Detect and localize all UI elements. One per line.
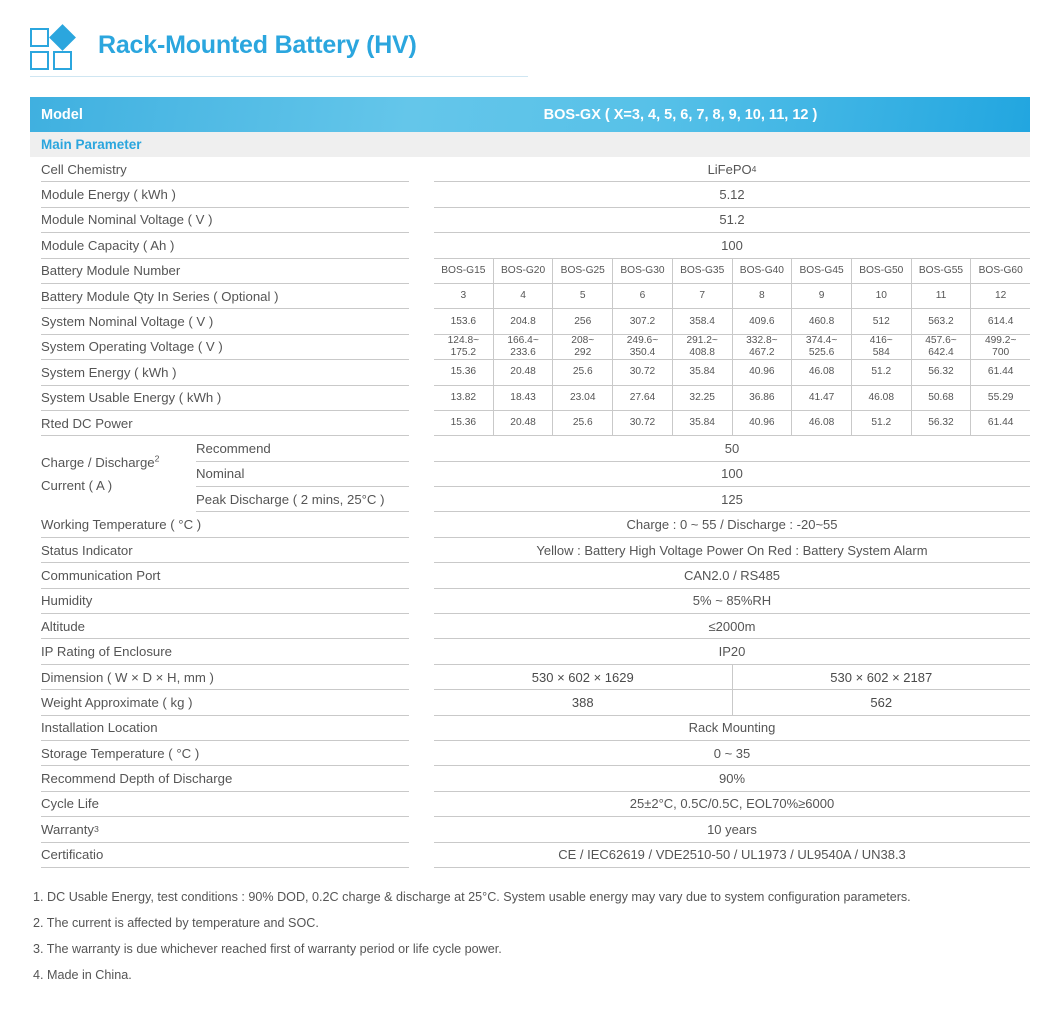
value-line-2: 467.2 — [749, 346, 775, 358]
value-cell: 51.2 — [852, 411, 912, 436]
row-label: Communication Port — [41, 563, 409, 588]
subrow-label: Nominal — [196, 462, 409, 487]
section-title-main-parameter: Main Parameter — [30, 132, 1030, 157]
label-value-gap — [409, 335, 434, 360]
value-cell: 46.08 — [792, 360, 852, 385]
row-value: IP20 — [434, 639, 1030, 664]
table-row — [30, 563, 1030, 588]
value-cell: 512 — [852, 309, 912, 334]
column-header-cell: BOS-G45 — [792, 259, 852, 284]
value-line-2: 233.6 — [510, 346, 536, 358]
value-line-1: 166.4~ — [507, 335, 539, 347]
column-header-cell: BOS-G55 — [912, 259, 972, 284]
value-cell: 25.6 — [553, 411, 613, 436]
table-row — [30, 233, 1030, 258]
row-label: Certificatio — [41, 843, 409, 868]
label-value-gap — [409, 766, 434, 791]
value-strip-split — [434, 665, 1030, 690]
four-squares-diamond-logo-icon — [30, 22, 82, 68]
value-cell: 409.6 — [733, 309, 793, 334]
subrow-value: 50 — [434, 436, 1030, 461]
value-cell: 35.84 — [673, 411, 733, 436]
row-value: 5% ~ 85%RH — [434, 589, 1030, 614]
value-cell: 9 — [792, 284, 852, 309]
label-value-gap — [409, 843, 434, 868]
row-label: Altitude — [41, 614, 409, 639]
row-value: 90% — [434, 766, 1030, 791]
column-header-cell: BOS-G30 — [613, 259, 673, 284]
column-header-cell: BOS-G25 — [553, 259, 613, 284]
row-value: CAN2.0 / RS485 — [434, 563, 1030, 588]
value-cell — [613, 335, 673, 360]
label-value-gap — [409, 208, 434, 233]
footnotes-list — [33, 890, 1043, 994]
row-label: Storage Temperature ( °C ) — [41, 741, 409, 766]
value-line-2: 175.2 — [450, 346, 477, 358]
row-label: System Operating Voltage ( V ) — [41, 335, 409, 360]
table-row — [30, 208, 1030, 233]
value-cell: 27.64 — [613, 386, 673, 411]
label-value-gap — [409, 284, 434, 309]
row-label: IP Rating of Enclosure — [41, 639, 409, 664]
row-label: Battery Module Number — [41, 259, 409, 284]
label-value-gap — [409, 817, 434, 842]
row-label: System Usable Energy ( kWh ) — [41, 386, 409, 411]
table-row — [30, 411, 1030, 436]
table-header-model-value: BOS-GX ( X=3, 4, 5, 6, 7, 8, 9, 10, 11, 12 ) — [543, 106, 818, 123]
subrow-label: Peak Discharge ( 2 mins, 25°C ) — [196, 487, 409, 512]
footnote-item: 1. DC Usable Energy, test conditions : 90% DOD, 0.2C charge & discharge at 25°C. System usable energy may vary due to system configuration parameters. — [33, 890, 911, 904]
value-cell: 55.29 — [971, 386, 1030, 411]
value-half-left: 530 × 602 × 1629 — [434, 665, 733, 690]
column-header-cell: BOS-G20 — [494, 259, 554, 284]
value-cell: 25.6 — [553, 360, 613, 385]
row-label: System Nominal Voltage ( V ) — [41, 309, 409, 334]
table-row — [30, 639, 1030, 664]
value-strip — [434, 386, 1030, 411]
footnote-marker-2: 2 — [154, 453, 160, 464]
value-strip — [434, 411, 1030, 436]
value-cell: 20.48 — [494, 411, 554, 436]
value-half-right: 562 — [733, 690, 1031, 715]
row-label: Weight Approximate ( kg ) — [41, 690, 409, 715]
row-label: Battery Module Qty In Series ( Optional ) — [41, 284, 409, 309]
value-line-1: 416~ — [869, 335, 893, 347]
column-header-cell: BOS-G15 — [434, 259, 494, 284]
table-row — [30, 512, 1030, 537]
value-cell: 12 — [971, 284, 1030, 309]
value-cell: 4 — [494, 284, 554, 309]
row-value: Yellow : Battery High Voltage Power On Red : Battery System Alarm — [434, 538, 1030, 563]
charge-discharge-label-line1 — [41, 451, 196, 474]
logo-diamond-top-right — [49, 24, 76, 51]
row-label: Installation Location — [41, 716, 409, 741]
value-cell: 40.96 — [733, 411, 793, 436]
page-header — [30, 14, 1030, 76]
table-row — [30, 335, 1030, 360]
value-line-1: 499.2~ — [984, 335, 1017, 347]
value-cell: 11 — [912, 284, 972, 309]
value-cell: 563.2 — [912, 309, 972, 334]
row-value: 100 — [434, 233, 1030, 258]
value-strip — [434, 309, 1030, 334]
row-label: Humidity — [41, 589, 409, 614]
charge-discharge-label-line2: Current ( A ) — [41, 478, 113, 494]
value-cell: 13.82 — [434, 386, 494, 411]
value-cell: 7 — [673, 284, 733, 309]
column-header-cell: BOS-G40 — [733, 259, 793, 284]
table-row — [30, 843, 1030, 868]
label-value-gap — [409, 259, 434, 284]
label-value-gap — [409, 411, 434, 436]
column-header-cell: BOS-G50 — [852, 259, 912, 284]
specification-table — [30, 97, 1030, 868]
row-value: 25±2°C, 0.5C/0.5C, EOL70%≥6000 — [434, 792, 1030, 817]
row-label: Cycle Life — [41, 792, 409, 817]
label-value-gap — [409, 360, 434, 385]
value-strip — [434, 360, 1030, 385]
value-line-1: 374.4~ — [805, 335, 838, 347]
value-line-2: 584 — [872, 346, 890, 358]
value-half-right: 530 × 602 × 2187 — [733, 665, 1031, 690]
value-cell — [792, 335, 852, 360]
value-cell: 50.68 — [912, 386, 972, 411]
value-strip — [434, 335, 1030, 360]
value-cell: 204.8 — [494, 309, 554, 334]
value-cell: 20.48 — [494, 360, 554, 385]
table-row-module-numbers — [30, 259, 1030, 284]
table-header-model-label: Model — [41, 106, 83, 123]
value-cell: 61.44 — [971, 411, 1030, 436]
value-line-1: 291.2~ — [686, 335, 718, 347]
row-value — [434, 157, 1030, 182]
value-cell: 36.86 — [733, 386, 793, 411]
charge-discharge-group — [30, 436, 1030, 512]
row-label: Cell Chemistry — [41, 157, 409, 182]
logo-square-top-left — [30, 28, 49, 47]
table-header-row — [30, 97, 1030, 132]
table-row — [30, 386, 1030, 411]
value-line-2: 292 — [574, 346, 592, 358]
title-divider — [30, 76, 528, 77]
table-subrow — [196, 462, 1030, 487]
value-cell: 23.04 — [553, 386, 613, 411]
row-value: 10 years — [434, 817, 1030, 842]
label-value-gap — [409, 741, 434, 766]
charge-discharge-label-text: Charge / Discharge — [41, 455, 155, 471]
value-cell: 46.08 — [792, 411, 852, 436]
value-cell: 307.2 — [613, 309, 673, 334]
value-cell: 460.8 — [792, 309, 852, 334]
row-label-text: Warranty — [41, 821, 95, 837]
row-value: Charge : 0 ~ 55 / Discharge : -20~55 — [434, 512, 1030, 537]
value-cell: 32.25 — [673, 386, 733, 411]
row-value: Rack Mounting — [434, 716, 1030, 741]
table-row — [30, 360, 1030, 385]
charge-discharge-subrows — [196, 436, 1030, 512]
value-cell: 153.6 — [434, 309, 494, 334]
value-cell: 30.72 — [613, 360, 673, 385]
value-cell — [673, 335, 733, 360]
column-header-cell: BOS-G60 — [971, 259, 1030, 284]
footnote-marker-3: 3 — [94, 824, 99, 835]
value-line-1: 457.6~ — [925, 335, 957, 347]
value-cell: 5 — [553, 284, 613, 309]
page-title: Rack-Mounted Battery (HV) — [98, 30, 417, 59]
row-label: Dimension ( W × D × H, mm ) — [41, 665, 409, 690]
value-cell: 358.4 — [673, 309, 733, 334]
table-subrow — [196, 487, 1030, 512]
value-cell: 614.4 — [971, 309, 1030, 334]
label-value-gap — [409, 182, 434, 207]
table-row — [30, 741, 1030, 766]
charge-discharge-label — [41, 436, 196, 512]
row-label: Module Energy ( kWh ) — [41, 182, 409, 207]
value-cell: 30.72 — [613, 411, 673, 436]
row-value: ≤2000m — [434, 614, 1030, 639]
value-strip-split — [434, 690, 1030, 715]
value-cell: 15.36 — [434, 360, 494, 385]
logo-square-bottom-left — [30, 51, 49, 70]
row-label: Working Temperature ( °C ) — [41, 512, 409, 537]
table-row — [30, 766, 1030, 791]
value-cell: 18.43 — [494, 386, 554, 411]
label-value-gap — [409, 233, 434, 258]
table-row — [30, 665, 1030, 690]
table-row — [30, 157, 1030, 182]
value-line-2: 642.4 — [928, 346, 954, 358]
value-cell — [971, 335, 1030, 360]
row-label: System Energy ( kWh ) — [41, 360, 409, 385]
value-cell: 61.44 — [971, 360, 1030, 385]
value-cell: 8 — [733, 284, 793, 309]
value-cell: 56.32 — [912, 411, 972, 436]
row-label: Rted DC Power — [41, 411, 409, 436]
label-value-gap — [409, 589, 434, 614]
label-value-gap — [409, 792, 434, 817]
table-row — [30, 284, 1030, 309]
value-cell — [553, 335, 613, 360]
row-label: Status Indicator — [41, 538, 409, 563]
value-line-1: 332.8~ — [746, 335, 778, 347]
value-line-2: 525.6 — [808, 346, 835, 358]
table-row — [30, 690, 1030, 715]
label-value-gap — [409, 639, 434, 664]
footnote-item: 4. Made in China. — [33, 968, 132, 982]
label-value-gap — [409, 538, 434, 563]
row-value: 51.2 — [434, 208, 1030, 233]
table-row — [30, 309, 1030, 334]
value-cell — [494, 335, 554, 360]
label-value-gap — [409, 690, 434, 715]
label-value-gap — [409, 665, 434, 690]
value-cell: 15.36 — [434, 411, 494, 436]
value-cell: 6 — [613, 284, 673, 309]
value-cell — [733, 335, 793, 360]
subrow-label: Recommend — [196, 436, 409, 461]
value-cell — [434, 335, 494, 360]
logo-square-bottom-right — [53, 51, 72, 70]
table-row — [30, 716, 1030, 741]
label-value-gap — [409, 386, 434, 411]
footnote-item: 3. The warranty is due whichever reached first of warranty period or life cycle power. — [33, 942, 502, 956]
value-cell: 256 — [553, 309, 613, 334]
value-line-1: 208~ — [571, 335, 595, 347]
table-row — [30, 792, 1030, 817]
value-half-left: 388 — [434, 690, 733, 715]
value-line-2: 408.8 — [689, 346, 715, 358]
table-row — [30, 538, 1030, 563]
value-line-1: 124.8~ — [447, 335, 480, 347]
row-label: Recommend Depth of Discharge — [41, 766, 409, 791]
label-value-gap — [409, 309, 434, 334]
subrow-value: 125 — [434, 487, 1030, 512]
column-header-cell: BOS-G35 — [673, 259, 733, 284]
value-cell: 46.08 — [852, 386, 912, 411]
table-subrow — [196, 436, 1030, 461]
value-cell: 3 — [434, 284, 494, 309]
row-label: Module Nominal Voltage ( V ) — [41, 208, 409, 233]
label-value-gap — [409, 512, 434, 537]
value-cell: 40.96 — [733, 360, 793, 385]
value-subscript: 4 — [751, 164, 757, 175]
row-value: 5.12 — [434, 182, 1030, 207]
column-header-strip — [434, 259, 1030, 284]
value-line-1: 249.6~ — [626, 335, 659, 347]
value-strip — [434, 284, 1030, 309]
row-value: CE / IEC62619 / VDE2510-50 / UL1973 / UL9540A / UN38.3 — [434, 843, 1030, 868]
value-line-2: 350.4 — [629, 346, 656, 358]
value-cell: 51.2 — [852, 360, 912, 385]
label-value-gap — [409, 157, 434, 182]
value-text: LiFePO — [707, 161, 752, 177]
value-line-2: 700 — [992, 346, 1010, 358]
label-value-gap — [409, 563, 434, 588]
value-cell — [912, 335, 972, 360]
table-row — [30, 614, 1030, 639]
value-cell: 10 — [852, 284, 912, 309]
value-cell: 35.84 — [673, 360, 733, 385]
subrow-value: 100 — [434, 462, 1030, 487]
table-row — [30, 182, 1030, 207]
label-value-gap — [409, 614, 434, 639]
table-row — [30, 817, 1030, 842]
value-cell — [852, 335, 912, 360]
label-value-gap — [409, 716, 434, 741]
table-row — [30, 589, 1030, 614]
row-label — [41, 817, 409, 842]
footnote-item: 2. The current is affected by temperature and SOC. — [33, 916, 319, 930]
value-cell: 56.32 — [912, 360, 972, 385]
row-value: 0 ~ 35 — [434, 741, 1030, 766]
value-cell: 41.47 — [792, 386, 852, 411]
row-label: Module Capacity ( Ah ) — [41, 233, 409, 258]
